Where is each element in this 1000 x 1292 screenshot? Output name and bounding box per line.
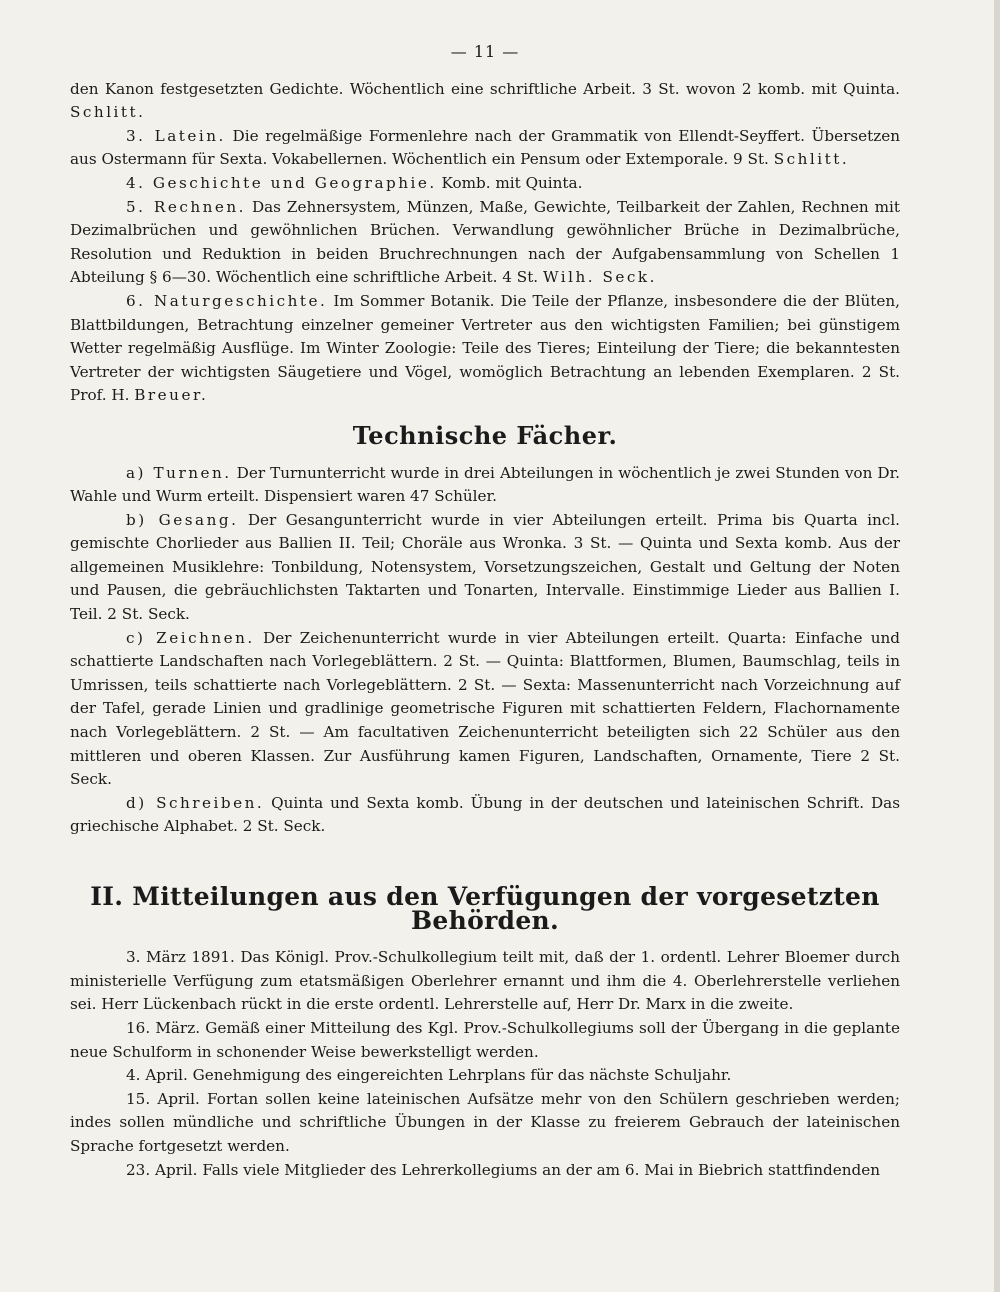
curriculum-item (70, 172, 900, 196)
technical-item (70, 462, 900, 509)
curriculum-teacher: Schlitt. (773, 150, 850, 169)
notices-section (70, 946, 900, 1182)
notice-date: 23. April. (126, 1160, 198, 1179)
curriculum-teacher: Schlitt. (70, 103, 146, 122)
curriculum-label: 4. Geschichte und Geographie. (126, 173, 437, 192)
notice-item (70, 1088, 900, 1159)
technical-text: Quinta und Sexta komb. Übung in der deutschen und lateinischen Schrift. Das griechische Alphabet. 2 St. Seck. (70, 793, 901, 836)
notice-text: Das Königl. Prov.-Schulkollegium teilt mit, daß der 1. ordentl. Lehrer Bloemer durch ministerielle Verfügung zum etatsmäßigen Oberlehrer ernannt und ihm die 4. Oberlehrerstelle verliehen sei. Herr Lückenbach rückt in die erste ordentl. Lehrerstelle auf, Herr Dr. Marx in die zweite. (70, 948, 900, 1014)
curriculum-text: Im Sommer Botanik. Die Teile der Pflanze, insbesondere die der Blüten, Blattbildungen, Betrachtung einzelner gemeiner Vertreter aus den wichtigsten Familien; bei günstigem Wetter regelmäßig Ausflüge. Im Winter Zoologie: Teile des Tieres; Einteilung der Tiere; die bekanntesten Vertreter der wichtigsten Säugetiere und Vögel, womöglich Betrachtung an lebenden Exemplaren. 2 St. Prof. H. (70, 291, 901, 405)
technical-label: a) Turnen. (126, 463, 232, 482)
technical-label: d) Schreiben. (126, 793, 265, 812)
notice-item (70, 1159, 900, 1183)
technical-section-title: Technische Fächer. (352, 420, 618, 450)
technical-label: b) Gesang. (126, 510, 239, 529)
notice-date: 15. April. (126, 1089, 200, 1108)
curriculum-item (70, 290, 900, 408)
notice-text: Gemäß einer Mitteilung des Kgl. Prov.-Schulkollegiums soll der Übergang in die geplante neue Schulform in schonender Weise bewerkstelligt werden. (70, 1018, 901, 1061)
notice-item (70, 1064, 900, 1088)
curriculum-item (70, 196, 900, 290)
part-two-title: II. Mitteilungen aus den Verfügungen der vorgesetzten Behörden. (90, 882, 880, 935)
notice-text: Fortan sollen keine lateinischen Aufsätze mehr von den Schülern geschrieben werden; indes sollen mündliche und schriftliche Übungen in der Klasse zu freierem Gebrauch der lateinischen Sprache fortgesetzt werden. (70, 1089, 900, 1155)
page-number: — 11 — (450, 42, 520, 61)
technical-item (70, 627, 900, 792)
curriculum-text: Die regelmäßige Formenlehre nach der Grammatik von Ellendt-Seyffert. Übersetzen aus Ostermann für Sexta. Vokabellernen. Wöchentlich ein Pensum oder Extemporale. 9 St. (70, 126, 900, 169)
technical-item (70, 509, 900, 627)
curriculum-teacher: Breuer. (134, 386, 209, 405)
notice-date: 4. April. (126, 1066, 188, 1085)
technical-text: Der Turnunterricht wurde in drei Abteilungen in wöchentlich je zwei Stunden von Dr. Wahle und Wurm erteilt. Dispensiert waren 47 Schüler. (70, 463, 901, 506)
page-edge (994, 0, 1000, 1292)
curriculum-text: Komb. mit Quinta. (441, 173, 583, 192)
curriculum-item (70, 125, 900, 172)
technical-label: c) Zeichnen. (126, 628, 255, 647)
curriculum-text: den Kanon festgesetzten Gedichte. Wöchentlich eine schriftliche Arbeit. 3 St. wovon 2 komb. mit Quinta. (70, 79, 900, 98)
curriculum-label: 3. Latein. (126, 126, 226, 145)
notice-text: Genehmigung des eingereichten Lehrplans für das nächste Schuljahr. (192, 1066, 732, 1085)
curriculum-label: 6. Naturgeschichte. (126, 291, 328, 310)
technical-text: Der Gesangunterricht wurde in vier Abteilungen erteilt. Prima bis Quarta incl. gemischte Chorlieder aus Ballien II. Teil; Choräle aus Wronka. 3 St. — Quinta und Sexta komb. Aus der allgemeinen Musiklehre: Tonbildung, Notensystem, Vorsetzungszeichen, Gestalt und Geltung der Noten und Pausen, die gebräuchlichsten Taktarten und Tonarten, Intervalle. Einstimmige Lieder aus Ballien I. Teil. 2 St. Seck. (70, 510, 901, 624)
curriculum-label: 5. Rechnen. (126, 197, 247, 216)
technical-text: Der Zeichenunterricht wurde in vier Abteilungen erteilt. Quarta: Einfache und schattierte Landschaften nach Vorlegeblättern. 2 St. — Quinta: Blattformen, Blumen, Baumschlag, teils in Umrissen, teils schattierte nach Vorlegeblättern. 2 St. — Sexta: Massenunterricht nach Vorzeichnung auf der Tafel, gerade Linien und gradlinige geometrische Figuren mit schattierten Feldern, Flachornamente nach Vorlegeblättern. 2 St. — Am facultativen Zeichenunterricht beteiligten sich 22 Schüler aus den mittleren und oberen Klassen. Zur Ausführung kamen Figuren, Landschaften, Ornamente, Tiere 2 St. Seck. (70, 628, 900, 789)
notice-text: Falls viele Mitglieder des Lehrerkollegiums an der am 6. Mai in Biebrich stattfindenden (202, 1160, 881, 1179)
document-page (70, 40, 900, 1182)
notice-item (70, 946, 900, 1017)
notice-date: 3. März 1891. (126, 948, 235, 967)
curriculum-text: Das Zehnersystem, Münzen, Maße, Gewichte, Teilbarkeit der Zahlen, Rechnen mit Dezimalbrüchen und gewöhnlichen Brüchen. Verwandlung gewöhnlicher Brüche in Dezimalbrüche, Resolution und Reduktion in beiden Bruchrechnungen nach der Aufgabensammlung von Schellen 1 Abteilung § 6—30. Wöchentlich eine schriftliche Arbeit. 4 St. (70, 197, 900, 287)
technical-item (70, 792, 900, 839)
curriculum-section (70, 78, 900, 408)
technical-section (70, 462, 900, 840)
notice-item (70, 1017, 900, 1064)
curriculum-item (70, 78, 900, 125)
notice-date: 16. März. (126, 1018, 201, 1037)
curriculum-teacher: Wilh. Seck. (542, 268, 657, 287)
